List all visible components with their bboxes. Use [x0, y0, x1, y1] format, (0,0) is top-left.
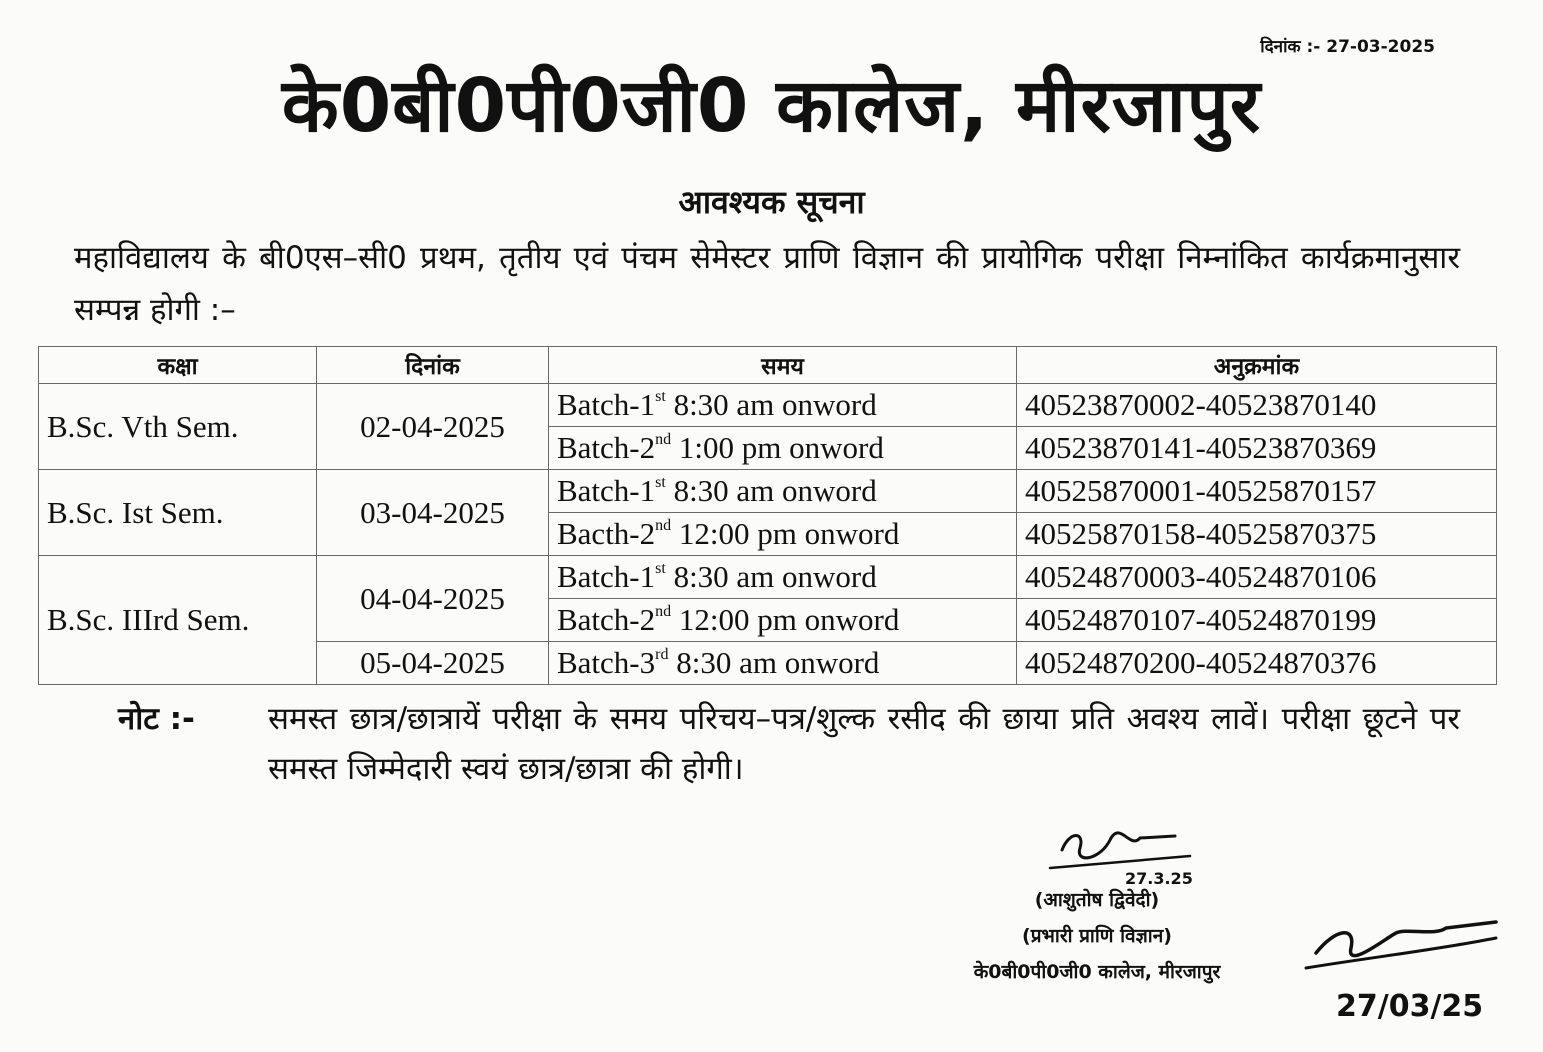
roll-cell: 40523870002-40523870140	[1017, 384, 1497, 427]
batch-ordinal: rd	[655, 646, 669, 663]
batch-label: Batch-1	[557, 387, 656, 422]
table-row	[39, 384, 1497, 427]
date-cell: 02-04-2025	[317, 384, 549, 470]
batch-label: Batch-1	[557, 559, 656, 594]
note-label: नोट :-	[118, 701, 195, 737]
table-row	[39, 556, 1497, 599]
notice-date: दिनांक :- 27-03-2025	[1260, 37, 1435, 57]
college-title: के0बी0पी0जी0 कालेज, मीरजापुर	[281, 63, 1262, 149]
batch-label: Batch-1	[557, 473, 656, 508]
class-cell: B.Sc. Ist Sem.	[39, 470, 317, 556]
note-section	[118, 694, 1460, 794]
intro-paragraph: महाविद्यालय के बी0एस–सी0 प्रथम, तृतीय एवं पंचम सेमेस्टर प्राणि विज्ञान की प्रायोगिक परीक्षा निम्नांकित कार्यक्रमानुसार सम्पन्न होगी :–	[74, 240, 1460, 328]
batch-time: 8:30 am onword	[676, 645, 880, 680]
batch-time: 12:00 pm onword	[678, 516, 900, 551]
batch-ordinal: nd	[655, 517, 672, 534]
signatory-college: के0बी0पी0जी0 कालेज, मीरजापुर	[973, 961, 1221, 983]
time-cell	[549, 427, 1017, 470]
signatory-name: (आशुतोष द्विवेदी)	[1034, 889, 1160, 911]
header-time: समय	[549, 347, 1017, 384]
batch-time: 8:30 am onword	[673, 387, 877, 422]
roll-cell: 40523870141-40523870369	[1017, 427, 1497, 470]
table-header-row	[39, 347, 1497, 384]
batch-time: 8:30 am onword	[673, 559, 877, 594]
signature-date: 27.3.25	[1125, 869, 1193, 888]
notice-subtitle: आवश्यक सूचना	[678, 183, 865, 221]
header-roll: अनुक्रमांक	[1017, 347, 1497, 384]
batch-ordinal: nd	[655, 431, 672, 448]
batch-ordinal: st	[655, 560, 666, 577]
signature-scribble	[1040, 820, 1220, 890]
note-text: समस्त छात्र/छात्रायें परीक्षा के समय परिचय–पत्र/शुल्क रसीद की छाया प्रति अवश्य लावें। परीक्षा छूटने पर समस्त जिम्मेदारी स्वयं छात्र/छात्रा की होगी।	[268, 701, 1460, 787]
batch-label: Bacth-2	[557, 516, 656, 551]
principal-signature-date: 27/03/25	[1336, 989, 1484, 1024]
batch-ordinal: nd	[655, 603, 672, 620]
class-cell: B.Sc. Vth Sem.	[39, 384, 317, 470]
batch-time: 8:30 am onword	[673, 473, 877, 508]
table-row	[39, 470, 1497, 513]
exam-schedule-table	[38, 346, 1497, 685]
batch-label: Batch-2	[557, 602, 656, 637]
header-class: कक्षा	[39, 347, 317, 384]
batch-label: Batch-2	[557, 430, 656, 465]
batch-ordinal: st	[655, 474, 666, 491]
time-cell	[549, 599, 1017, 642]
roll-cell: 40525870001-40525870157	[1017, 470, 1497, 513]
time-cell	[549, 513, 1017, 556]
time-cell	[549, 470, 1017, 513]
time-cell	[549, 384, 1017, 427]
roll-cell: 40524870107-40524870199	[1017, 599, 1497, 642]
batch-label: Batch-3	[557, 645, 656, 680]
principal-signature	[1296, 908, 1506, 1028]
roll-cell: 40525870158-40525870375	[1017, 513, 1497, 556]
date-cell: 03-04-2025	[317, 470, 549, 556]
batch-time: 1:00 pm onword	[678, 430, 884, 465]
batch-ordinal: st	[655, 388, 666, 405]
class-cell: B.Sc. IIIrd Sem.	[39, 556, 317, 685]
roll-cell: 40524870200-40524870376	[1017, 642, 1497, 685]
batch-time: 12:00 pm onword	[678, 602, 900, 637]
date-cell: 04-04-2025	[317, 556, 549, 642]
time-cell	[549, 556, 1017, 599]
header-date: दिनांक	[317, 347, 549, 384]
date-cell: 05-04-2025	[317, 642, 549, 685]
time-cell	[549, 642, 1017, 685]
signature-block	[912, 882, 1282, 990]
signatory-designation: (प्रभारी प्राणि विज्ञान)	[1022, 925, 1172, 947]
roll-cell: 40524870003-40524870106	[1017, 556, 1497, 599]
